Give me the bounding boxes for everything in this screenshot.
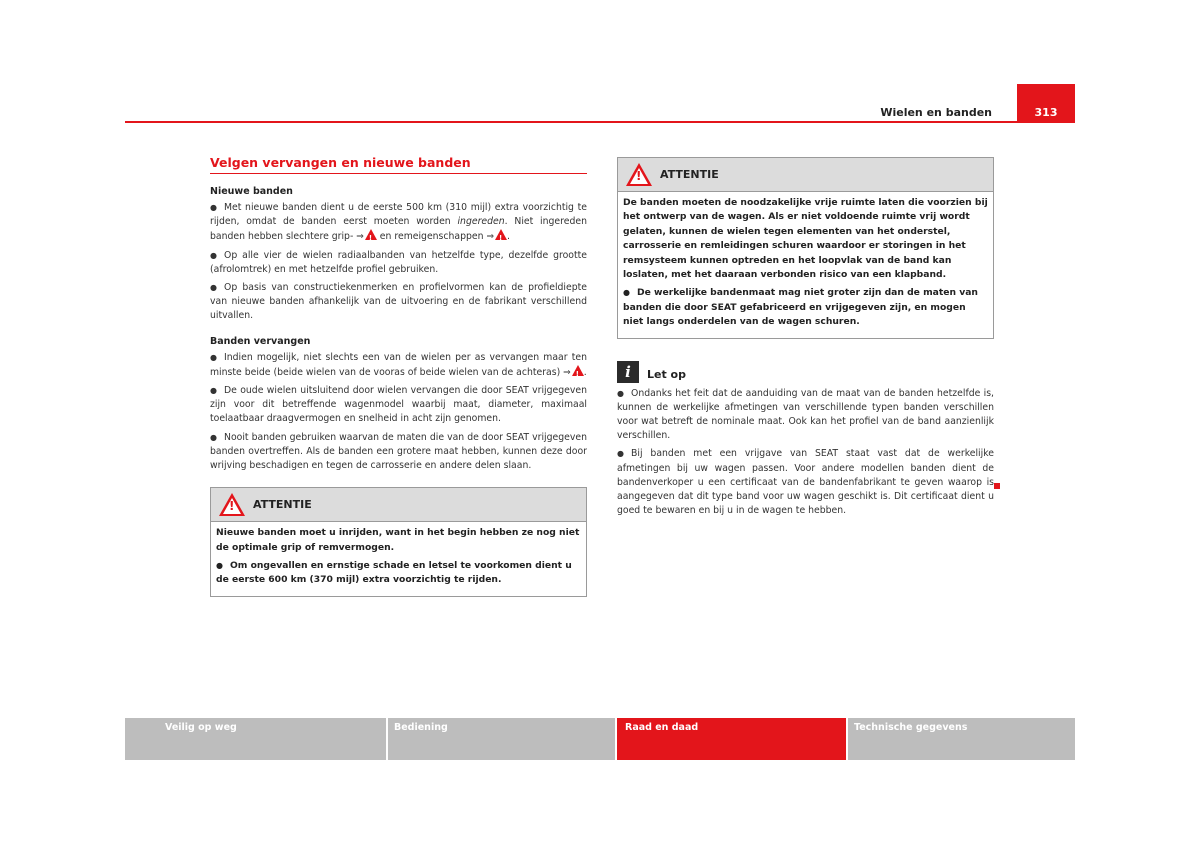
bullet-icon: ● (210, 250, 217, 260)
note-paragraph-1: ● Ondanks het feit dat de aanduiding van de maat van de banden hetzelfde is, kunnen de werkelijke afmetingen van verschillende typen banden verschillen voor wat betreft de nominale maat. Ook kan het profiel van de band aanzienlijk verschillen. (617, 387, 994, 442)
footer-tab-veilig-op-weg[interactable]: Veilig op weg (125, 718, 386, 760)
bullet-icon: ● (623, 288, 630, 298)
paragraph-replace-3: ● Nooit banden gebruiken waarvan de maten die van de door SEAT vrijgegeven banden overtreffen. Als de banden een grotere maat hebben, kunnen deze door wrijving beschadigen en tegen de carrosserie en andere delen slaan. (210, 431, 587, 472)
warning-text: Nieuwe banden moet u inrijden, want in het begin hebben ze nog niet de optimale grip of remvermogen. (216, 527, 580, 553)
warning-title: ATTENTIE (253, 498, 312, 512)
page-header-title: Wielen en banden (880, 106, 992, 119)
warning-box-body (618, 192, 993, 338)
bullet-icon: ● (210, 352, 217, 362)
warning-text: ● De werkelijke bandenmaat mag niet groter zijn dan de maten van banden die door SEAT gefabriceerd en vrijgegeven zijn, en mogen niet langs onderdelen van de wagen schuren. (623, 287, 978, 328)
warning-link-icon[interactable] (495, 229, 507, 240)
bullet-icon: ● (210, 283, 217, 293)
warning-box-right (617, 157, 994, 339)
arrow-icon: ⇒ (356, 232, 364, 243)
bullet-icon: ● (210, 386, 217, 396)
paragraph-new-tyres-3: ● Op basis van constructiekenmerken en profielvormen kan de profieldiepte van nieuwe banden afhankelijk van de uitvoering en de fabrikant verschillend uitvallen. (210, 282, 587, 322)
warning-box-left (210, 487, 587, 597)
footer-tab-technische-gegevens[interactable]: Technische gegevens (848, 718, 1075, 760)
warning-text: De banden moeten de noodzakelijke vrije ruimte laten die voorzien bij het ontwerp van de wagen. Als er niet voldoende ruimte vrij wordt gelaten, kunnen de wielen tegen elementen van het onderstel, carrosserie en remleidingen schuren waardoor er storingen in het remsysteem kunnen optreden en het loopvlak van de band kan loslaten, met het daaraan verbonden risico van een klapband. (623, 197, 988, 281)
right-column (617, 157, 994, 522)
left-column (210, 155, 587, 597)
paragraph-replace-1: ● Indien mogelijk, niet slechts een van de wielen per as vervangen maar ten minste beide (beide wielen van de vooras of beide wielen van de achteras) ⇒! . (210, 351, 587, 380)
warning-box-header (211, 488, 586, 522)
warning-triangle-icon (626, 163, 652, 186)
paragraph-new-tyres-1: ● Met nieuwe banden dient u de eerste 500 km (310 mijl) extra voorzichtig te rijden, omdat de banden eerst moeten worden ingereden. Niet ingereden banden hebben slechtere grip- ⇒! en remeigenschappen ⇒! . (210, 201, 587, 245)
subheading-replace-tyres: Banden vervangen (210, 335, 311, 347)
footer-tab-raad-en-daad[interactable]: Raad en daad (617, 718, 846, 760)
footer-nav (125, 718, 1075, 760)
warning-triangle-icon (219, 493, 245, 516)
info-icon: i (617, 361, 639, 383)
note-paragraph-2: ● Bij banden met een vrijgave van SEAT staat vast dat de werkelijke afmetingen bij uw wagen passen. Voor andere modellen banden dient de bandenverkoper u een certificaat van de bandenfabrikant te geven waarop is aangegeven dat dit type band voor uw wagen geschikt is. Dit certificaat dient u goed te bewaren en bij u in de wagen te hebben. (617, 448, 994, 517)
note-header (617, 361, 994, 383)
section-title: Velgen vervangen en nieuwe banden (210, 155, 587, 174)
warning-link-icon[interactable] (365, 229, 377, 240)
bullet-icon: ● (617, 388, 624, 398)
bullet-icon: ● (210, 203, 217, 212)
header-rule (125, 121, 1075, 123)
arrow-icon: ⇒ (563, 367, 571, 378)
note-title: Let op (647, 368, 686, 382)
warning-box-header (618, 158, 993, 192)
footer-tab-bediening[interactable]: Bediening (388, 718, 615, 760)
subheading-new-tyres: Nieuwe banden (210, 186, 293, 197)
warning-title: ATTENTIE (660, 168, 719, 181)
warning-text: ● Om ongevallen en ernstige schade en letsel te voorkomen dient u de eerste 600 km (370 mijl) extra voorzichtig te rijden. (216, 560, 572, 586)
arrow-icon: ⇒ (486, 232, 495, 243)
bullet-icon: ● (210, 432, 217, 442)
page-number: 313 (1017, 84, 1075, 123)
paragraph-replace-2: ● De oude wielen uitsluitend door wielen vervangen die door SEAT vrijgegeven zijn voor dit betreffende wagenmodel waarbij maat, diameter, maximaal toelaatbaar draagvermogen en snelheid in acht zijn genomen. (210, 385, 587, 425)
warning-link-icon[interactable] (572, 365, 584, 376)
section-end-marker (994, 483, 1000, 489)
paragraph-new-tyres-2: ● Op alle vier de wielen radiaalbanden van hetzelfde type, dezelfde grootte (afrolomtrek) en met hetzelfde profiel gebruiken. (210, 249, 587, 275)
warning-box-body (211, 522, 586, 596)
bullet-icon: ● (617, 449, 624, 459)
bullet-icon: ● (216, 561, 223, 571)
